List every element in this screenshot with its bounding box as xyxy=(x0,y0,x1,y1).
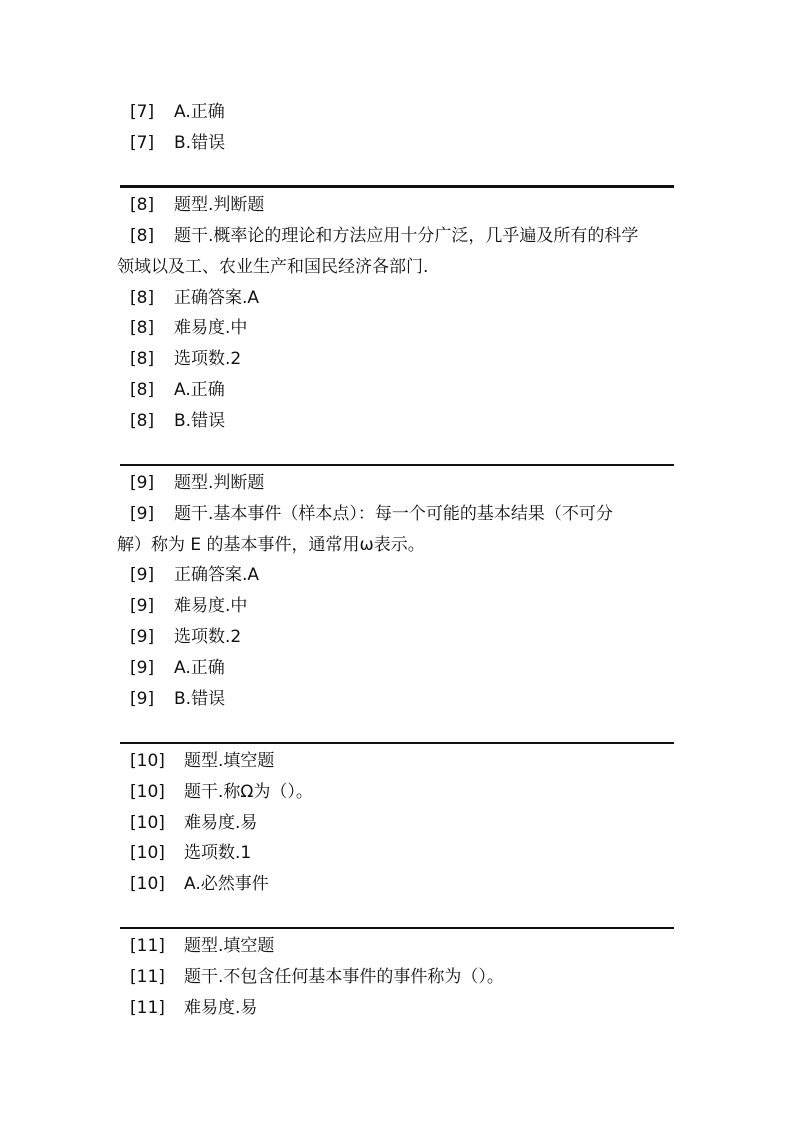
q9-tag: [9] xyxy=(130,689,155,709)
q8-option-a-line xyxy=(130,379,225,401)
q8-tag: [8] xyxy=(130,349,155,369)
q8-difficulty: 难易度.中 xyxy=(174,318,248,338)
q10-option-a-line xyxy=(130,873,269,895)
q8-tag: [8] xyxy=(130,380,155,400)
q8-answer: 正确答案.A xyxy=(174,288,260,308)
q8-difficulty-line xyxy=(130,317,247,339)
q8-answer-line xyxy=(130,287,259,309)
q9-stem-continuation: 解）称为 E 的基本事件，通常用ω表示。 xyxy=(117,535,425,555)
q10-option-a: A.必然事件 xyxy=(184,874,269,894)
q9-tag: [9] xyxy=(130,473,155,493)
q8-stem-line xyxy=(130,225,638,247)
q9-option-b: B.错误 xyxy=(174,689,226,709)
q10-type-line xyxy=(130,750,274,772)
q9-stem-line xyxy=(130,503,613,525)
q10-stem: 题干.称Ω为（）。 xyxy=(184,782,313,802)
q9-answer: 正确答案.A xyxy=(174,565,260,585)
q8-stem-continuation: 领域以及工、农业生产和国民经济各部门. xyxy=(117,257,429,277)
q10-option-count: 选项数.1 xyxy=(184,843,252,863)
q10-difficulty-line xyxy=(130,812,257,834)
q8-type-line xyxy=(130,194,264,216)
q10-tag: [10] xyxy=(130,751,165,771)
q9-option-b-line xyxy=(130,688,225,710)
q7-option-a: A.正确 xyxy=(174,102,225,122)
q9-option-count-line xyxy=(130,626,241,648)
q8-tag: [8] xyxy=(130,226,155,246)
divider xyxy=(120,185,674,188)
q9-tag: [9] xyxy=(130,504,155,524)
q11-difficulty: 难易度.易 xyxy=(184,998,258,1018)
q10-tag: [10] xyxy=(130,843,165,863)
q9-type: 题型.判断题 xyxy=(174,473,265,493)
q11-type-line xyxy=(130,935,274,957)
q8-option-count-line xyxy=(130,348,241,370)
q8-option-count: 选项数.2 xyxy=(174,349,242,369)
q8-option-a: A.正确 xyxy=(174,380,225,400)
q8-type: 题型.判断题 xyxy=(174,195,265,215)
q11-stem-line xyxy=(130,966,504,988)
q10-tag: [10] xyxy=(130,813,165,833)
q9-answer-line xyxy=(130,564,259,586)
q7-option-b-line xyxy=(130,132,225,154)
q9-difficulty-line xyxy=(130,595,247,617)
q8-tag: [8] xyxy=(130,411,155,431)
q7-tag: [7] xyxy=(130,133,155,153)
q11-type: 题型.填空题 xyxy=(184,936,275,956)
q8-tag: [8] xyxy=(130,195,155,215)
q9-difficulty: 难易度.中 xyxy=(174,596,248,616)
q9-tag: [9] xyxy=(130,565,155,585)
q10-type: 题型.填空题 xyxy=(184,751,275,771)
q10-tag: [10] xyxy=(130,874,165,894)
q8-stem: 题干.概率论的理论和方法应用十分广泛，几乎遍及所有的科学 xyxy=(174,226,639,246)
q10-tag: [10] xyxy=(130,782,165,802)
q8-option-b: B.错误 xyxy=(174,411,226,431)
q9-tag: [9] xyxy=(130,627,155,647)
q9-tag: [9] xyxy=(130,596,155,616)
q8-tag: [8] xyxy=(130,288,155,308)
q9-option-a-line xyxy=(130,657,225,679)
divider xyxy=(120,464,674,466)
q10-difficulty: 难易度.易 xyxy=(184,813,258,833)
q7-option-b: B.错误 xyxy=(174,133,226,153)
q10-option-count-line xyxy=(130,842,251,864)
q9-option-a: A.正确 xyxy=(174,658,225,678)
q9-option-count: 选项数.2 xyxy=(174,627,242,647)
q10-stem-line xyxy=(130,781,313,803)
q11-stem: 题干.不包含任何基本事件的事件称为（）。 xyxy=(184,967,504,987)
q11-difficulty-line xyxy=(130,997,257,1019)
q7-option-a-line xyxy=(130,101,225,123)
q8-tag: [8] xyxy=(130,318,155,338)
q11-tag: [11] xyxy=(130,998,165,1018)
q11-tag: [11] xyxy=(130,936,165,956)
divider xyxy=(120,927,674,929)
q9-tag: [9] xyxy=(130,658,155,678)
q9-type-line xyxy=(130,472,264,494)
q8-option-b-line xyxy=(130,410,225,432)
q7-tag: [7] xyxy=(130,102,155,122)
q11-tag: [11] xyxy=(130,967,165,987)
q9-stem: 题干.基本事件（样本点）：每一个可能的基本结果（不可分 xyxy=(174,504,613,524)
divider xyxy=(120,742,674,744)
